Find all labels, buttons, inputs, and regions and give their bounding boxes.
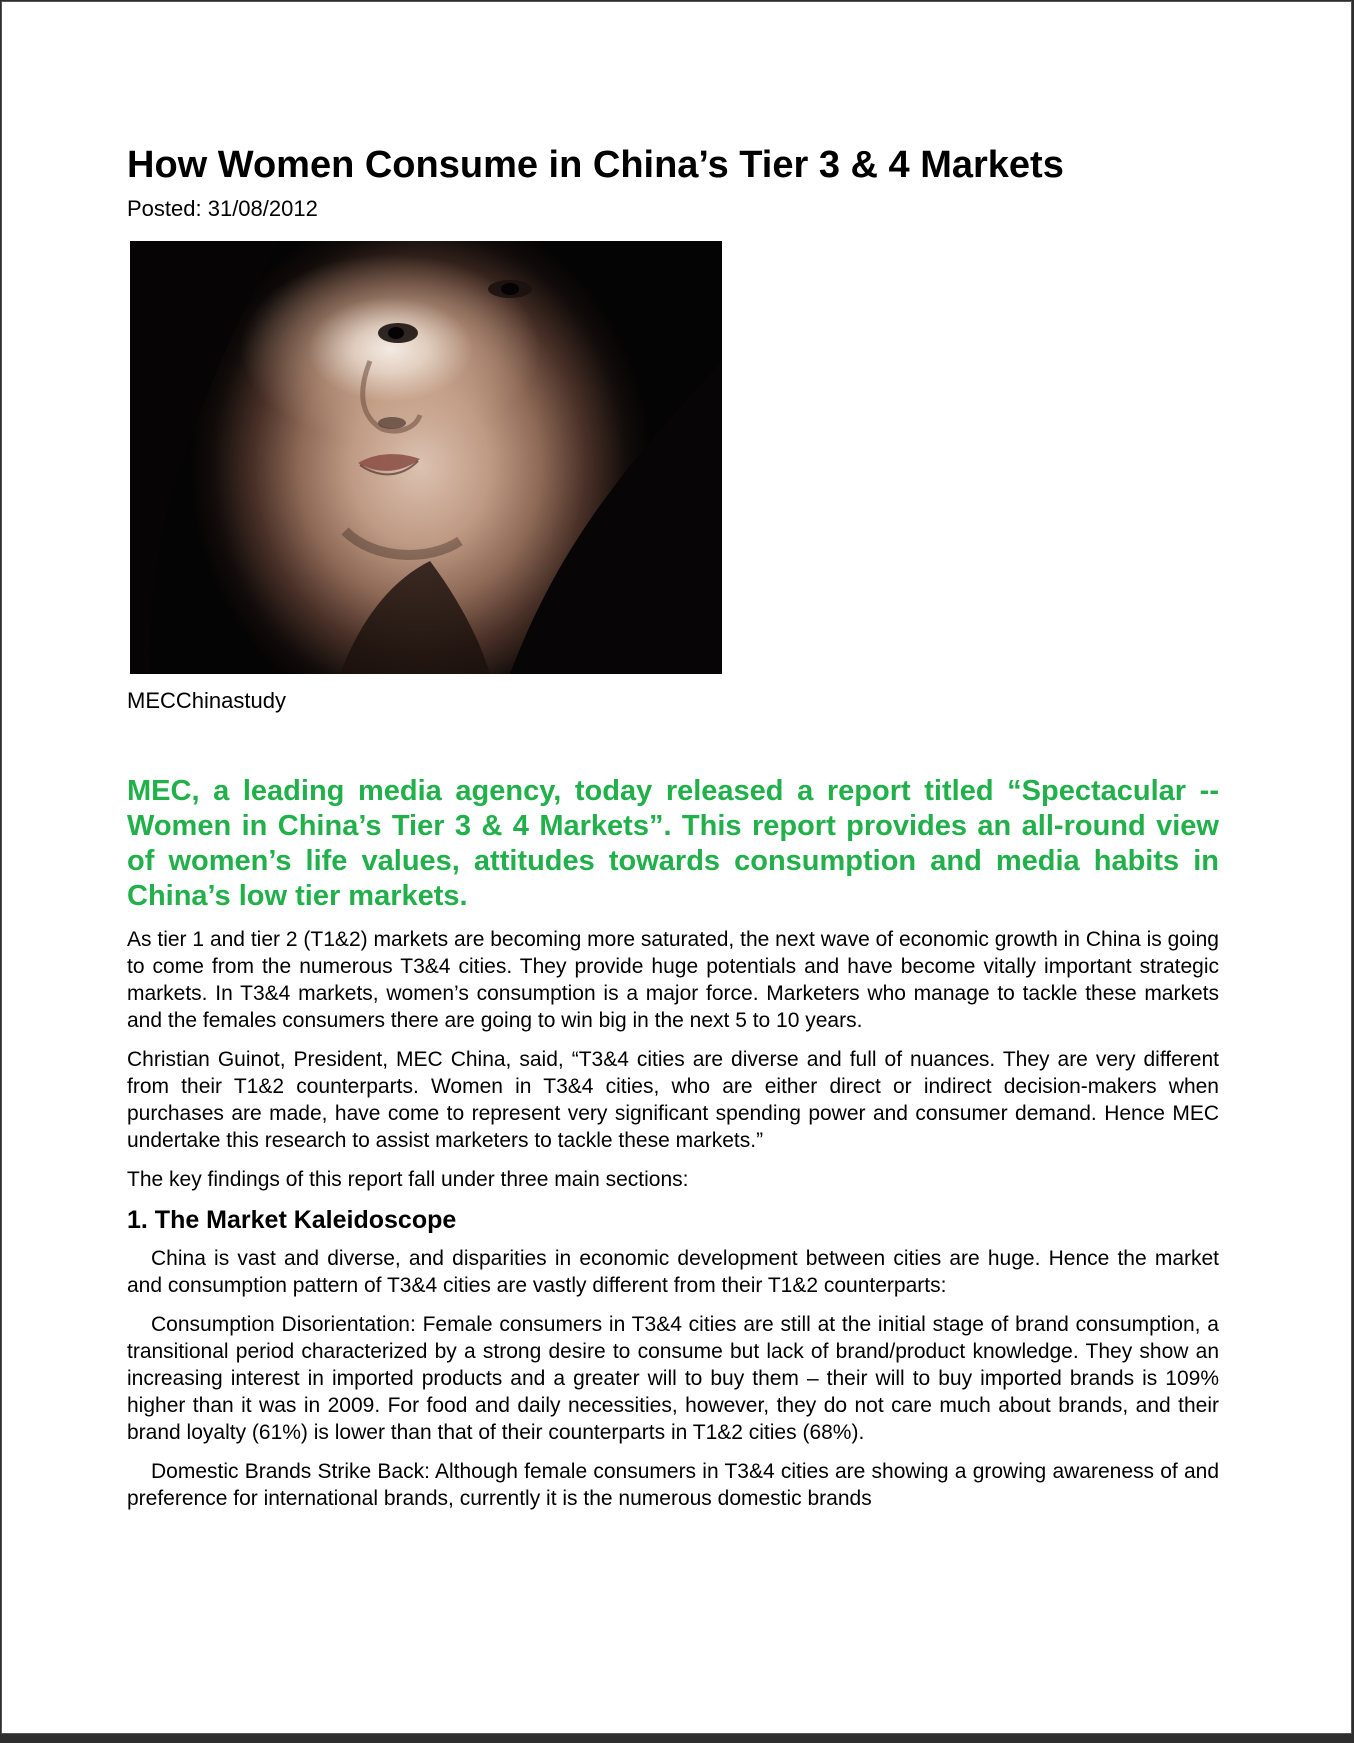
document-page (1, 1, 1352, 1734)
section-heading: 1. The Market Kaleidoscope (127, 1206, 457, 1234)
article (127, 142, 1219, 1512)
lead-paragraph: MEC, a leading media agency, today released a report titled “Spectacular -- Women in China’s Tier 3 & 4 Markets”. This report provides an all-round view of women’s life values, attitudes towards consumption and media habits in China’s low tier markets. (127, 775, 1219, 912)
article-photo (130, 241, 722, 674)
section-paragraph: China is vast and diverse, and disparities in economic development between cities are huge. Hence the market and consumption pattern of T3&4 cities are vastly different from their T1&2 counterparts: (127, 1247, 1219, 1297)
article-title: How Women Consume in China’s Tier 3 & 4 Markets (127, 144, 1064, 186)
posted-date: Posted: 31/08/2012 (127, 196, 318, 221)
body-paragraph: The key findings of this report fall under three main sections: (127, 1168, 689, 1191)
image-caption: MECChinastudy (127, 688, 286, 713)
body-paragraph: Christian Guinot, President, MEC China, said, “T3&4 cities are diverse and full of nuances. They are very different from their T1&2 counterparts. Women in T3&4 cities, who are either direct or indirect decision-makers when purchases are made, have come to represent very significant spending power and consumer demand. Hence MEC undertake this research to assist marketers to tackle these markets.” (127, 1048, 1219, 1152)
section-paragraph: Consumption Disorientation: Female consumers in T3&4 cities are still at the initial stage of brand consumption, a transitional period characterized by a strong desire to consume but lack of brand/product knowledge. They show an increasing interest in imported products and a greater will to buy them – their will to buy imported brands is 109% higher than it was in 2009. For food and daily necessities, however, they do not care much about brands, and their brand loyalty (61%) is lower than that of their counterparts in T1&2 cities (68%). (127, 1313, 1219, 1444)
section-paragraph: Domestic Brands Strike Back: Although female consumers in T3&4 cities are showing a growing awareness of and preference for international brands, currently it is the numerous domestic brands (127, 1460, 1219, 1510)
woman-portrait-image (130, 241, 722, 674)
body-paragraph: As tier 1 and tier 2 (T1&2) markets are becoming more saturated, the next wave of economic growth in China is going to come from the numerous T3&4 cities. They provide huge potentials and have become vitally important strategic markets. In T3&4 markets, women’s consumption is a major force. Marketers who manage to tackle these markets and the females consumers there are going to win big in the next 5 to 10 years. (127, 928, 1219, 1032)
